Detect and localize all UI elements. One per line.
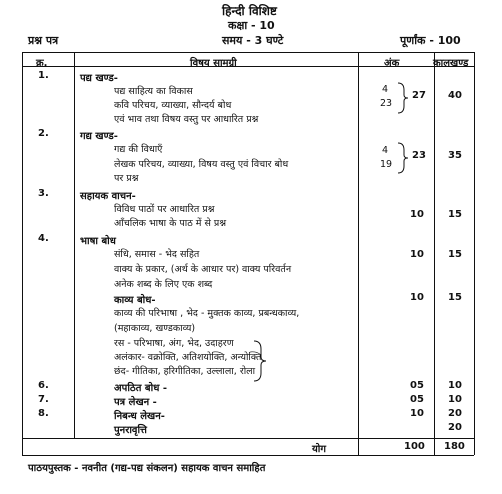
section-serial: 8. bbox=[38, 408, 49, 419]
total-label: योग bbox=[312, 444, 327, 455]
section-serial: 4. bbox=[38, 233, 49, 244]
section-line: विविध पाठों पर आधारित प्रश्न bbox=[114, 204, 215, 215]
section-line: काव्य की परिभाषा , भेद - मुक्तक काव्य, प्रबन्धकाव्य, bbox=[114, 308, 300, 319]
col-marks: अंक bbox=[384, 58, 400, 69]
col-serial: क्र. bbox=[36, 58, 48, 69]
section-heading: सहायक वाचन- bbox=[80, 191, 136, 202]
curly-brace bbox=[252, 340, 268, 382]
section-periods: 20 bbox=[448, 422, 462, 433]
section-total: 10 bbox=[410, 408, 424, 419]
section-periods: 15 bbox=[448, 292, 462, 303]
section-periods: 10 bbox=[448, 394, 462, 405]
section-line: संधि, समास - भेद सहित bbox=[114, 249, 200, 260]
section-line: एवं भाव तथा विषय वस्तु पर आधारित प्रश्न bbox=[114, 114, 259, 125]
section-heading: पत्र लेखन - bbox=[114, 397, 157, 408]
col-subject: विषय सामग्री bbox=[190, 58, 237, 69]
section-periods: 35 bbox=[448, 150, 462, 161]
section-periods: 15 bbox=[448, 209, 462, 220]
section-periods: 10 bbox=[448, 380, 462, 391]
sub-mark: 23 bbox=[380, 98, 393, 109]
section-serial: 2. bbox=[38, 128, 49, 139]
section-serial: 7. bbox=[38, 394, 49, 405]
max-marks-label: पूर्णांक - 100 bbox=[400, 34, 461, 47]
section-total: 05 bbox=[410, 394, 424, 405]
section-line: लेखक परिचय, व्याख्या, विषय वस्तु एवं विचार बोध bbox=[114, 159, 289, 170]
section-line: कवि परिचय, व्याख्या, सौन्दर्य बोध bbox=[114, 100, 232, 111]
sub-mark: 4 bbox=[382, 84, 389, 95]
section-periods: 20 bbox=[448, 408, 462, 419]
section-heading: निबन्ध लेखन- bbox=[114, 411, 165, 422]
sub-mark: 4 bbox=[382, 145, 389, 156]
section-periods: 40 bbox=[448, 90, 462, 101]
section-serial: 6. bbox=[38, 380, 49, 391]
section-line: रस - परिभाषा, अंग, भेद, उदाहरण bbox=[114, 338, 234, 349]
col-periods: कालखण्ड bbox=[433, 58, 469, 69]
section-line: गद्य की विधाएँ bbox=[114, 144, 163, 155]
section-heading: गद्य खण्ड- bbox=[80, 131, 118, 142]
section-heading: अपठित बोध - bbox=[114, 383, 167, 394]
section-total: 05 bbox=[410, 380, 424, 391]
curly-brace bbox=[396, 82, 410, 114]
section-total: 10 bbox=[410, 292, 424, 303]
class-label: कक्षा - 10 bbox=[228, 19, 275, 32]
section-line: पर प्रश्न bbox=[114, 173, 139, 184]
section-serial: 1. bbox=[38, 70, 49, 81]
paper-label: प्रश्न पत्र bbox=[28, 34, 59, 47]
section-heading: पद्य खण्ड- bbox=[80, 73, 118, 84]
sub-mark: 19 bbox=[380, 159, 393, 170]
section-line: अलंकार- वक्रोक्ति, अतिशयोक्ति, अन्योक्ति bbox=[114, 352, 262, 363]
section-periods: 15 bbox=[448, 249, 462, 260]
section-line: अनेक शब्द के लिए एक शब्द bbox=[114, 279, 213, 290]
section-line: आँचलिक भाषा के पाठ में से प्रश्न bbox=[114, 218, 227, 229]
section-line: छंद- गीतिका, हरिगीतिका, उल्लाला, रोला bbox=[114, 366, 256, 377]
total-periods: 180 bbox=[444, 441, 465, 452]
section-heading: पुनरावृत्ति bbox=[114, 425, 147, 436]
document-title: हिन्दी विशिष्ट bbox=[222, 4, 277, 18]
section-total: 10 bbox=[410, 249, 424, 260]
total-marks: 100 bbox=[404, 441, 425, 452]
curly-brace bbox=[396, 142, 410, 174]
section-total: 23 bbox=[412, 150, 426, 161]
section-total: 10 bbox=[410, 209, 424, 220]
section-heading: भाषा बोध bbox=[80, 236, 116, 247]
time-label: समय - 3 घण्टे bbox=[222, 34, 284, 47]
footer-text: पाठयपुस्तक - नवनीत (गद्य-पद्य संकलन) सहायक वाचन समाहित bbox=[28, 463, 266, 474]
section-line: (महाकाव्य, खण्डकाव्य) bbox=[114, 323, 196, 334]
section-heading: काव्य बोध- bbox=[114, 295, 156, 306]
section-line: पद्य साहित्य का विकास bbox=[114, 86, 193, 97]
section-line: वाक्य के प्रकार, (अर्थ के आधार पर) वाक्य परिवर्तन bbox=[114, 264, 292, 275]
section-total: 27 bbox=[412, 90, 426, 101]
section-serial: 3. bbox=[38, 188, 49, 199]
